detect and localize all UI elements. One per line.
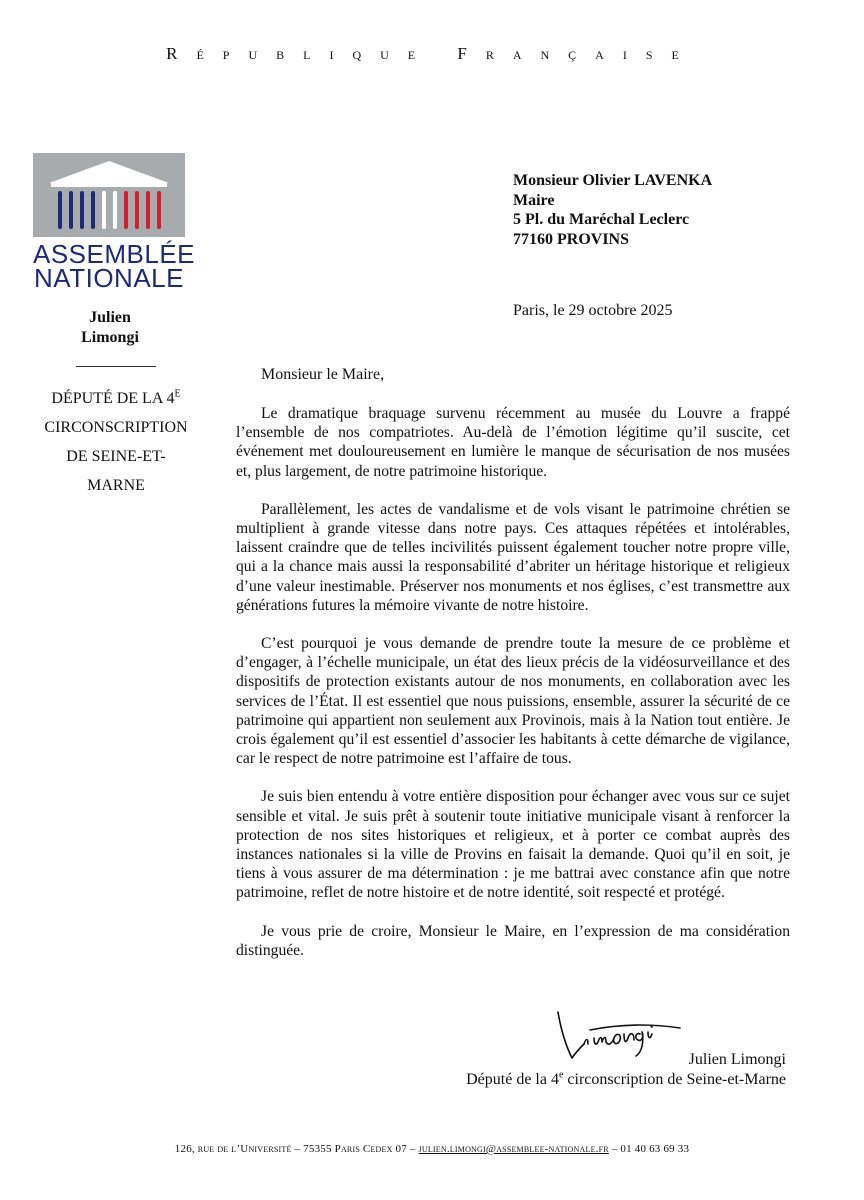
letter-paragraph: Je suis bien entendu à votre entière disposition pour échanger avec vous sur ce sujet sensible et vital. Je suis prêt à soutenir toute initiative municipale visant à renforcer la protection de nos sites historiques et religieux, et à porter ce combat auprès des instances nationales si la ville de Provins en faisait la demande. Quoi qu’il en soit, je tiens à vous assurer de ma détermination : je me battrai avec constance afin que notre patrimoine, reflet de notre histoire et de notre identité, soit respecté et protégé.: [236, 788, 790, 902]
letter-paragraph: Parallèlement, les actes de vandalisme et de vols visant le patrimoine chrétien se multiplient à grande vitesse dans notre pays. Ces attaques répétées et intolérables, laissent craindre que de telles incivilités puissent également toucher notre propre ville, qui a la chance mais aussi la responsabilité d’abriter un héritage historique et religieux d’une valeur inestimable. Préserver nos monuments et nos églises, c’est transmettre aux générations futures la mémoire vivante de notre histoire.: [236, 500, 790, 614]
sidebar-deputy-name: [40, 308, 180, 348]
recipient-name: Monsieur Olivier LAVENKA: [513, 172, 713, 189]
recipient-street: 5 Pl. du Maréchal Leclerc: [513, 211, 690, 228]
letter-paragraph: Je vous prie de croire, Monsieur le Maire, en l’expression de ma considération distinguée.: [236, 922, 790, 959]
hemicycle-icon: [33, 153, 185, 237]
logo-text-nationale: NATIONALE: [34, 263, 184, 293]
sidebar-role-line-1: DÉPUTÉ DE LA $4^E$: [51, 388, 181, 407]
logo-emblem: [33, 153, 185, 237]
signatory-name: Julien Limongi: [688, 1051, 786, 1068]
assemblee-nationale-logo: [33, 153, 196, 293]
recipient-city: 77160 PROVINS: [513, 230, 630, 248]
recipient-address-block: [513, 171, 843, 249]
footer-phone: – 01 40 63 69 33: [611, 1143, 690, 1155]
letter-paragraph: Le dramatique braquage survenu récemment au musée du Louvre a frappé l’ensemble de nos compatriotes. Au-delà de l’émotion légitime qu’il suscite, cet événement met douloureusement en lumière le manque de sécurisation de nos musées et, plus largement, de notre patrimoine historique.: [236, 405, 790, 480]
sidebar-role-line-2: CIRCONSCRIPTION: [44, 419, 188, 436]
logo-text-assemblee: ASSEMBLÉE: [33, 239, 196, 269]
letter-paragraph: C’est pourquoi je vous demande de prendre toute la mesure de ce problème et d’engager, à l’échelle municipale, un état des lieux précis de la vidéosurveillance et des dispositifs de protection existants autour de nos monuments, en collaboration avec les services de l’État. Il est essentiel que nous puissions, ensemble, assurer la sécurité de ce patrimoine qui appartient non seulement aux Provinois, mais à la Nation tout entière. Je crois également qu’il est essentiel d’associer les habitants à cette démarche de vigilance, car le respect de notre patrimoine est l’affaire de tous.: [236, 635, 790, 768]
sidebar-first-name: Julien: [89, 309, 131, 326]
sidebar-deputy-role: [28, 384, 204, 500]
sidebar-separator: [76, 366, 156, 367]
letter-date: Paris, le 29 octobre 2025: [513, 302, 673, 319]
header-republique-francaise: République Française: [166, 44, 698, 63]
sidebar-role-line-3: DE SEINE-ET-: [66, 448, 166, 465]
letter-salutation: Monsieur le Maire,: [261, 366, 385, 383]
footer-email-link[interactable]: julien.limongi@assemblee-nationale.fr: [418, 1143, 609, 1155]
letter-body: [236, 404, 790, 979]
signatory-role: Député de la 4e circonscription de Seine-et-Marne: [466, 1069, 786, 1088]
sidebar-last-name: Limongi: [81, 329, 139, 346]
sidebar-role-line-4: MARNE: [87, 477, 145, 494]
footer-address: 126, rue de l’Université – 75355 Paris Cedex 07 –: [174, 1143, 416, 1155]
recipient-title: Maire: [513, 191, 555, 209]
footer-contact: [0, 1143, 864, 1155]
